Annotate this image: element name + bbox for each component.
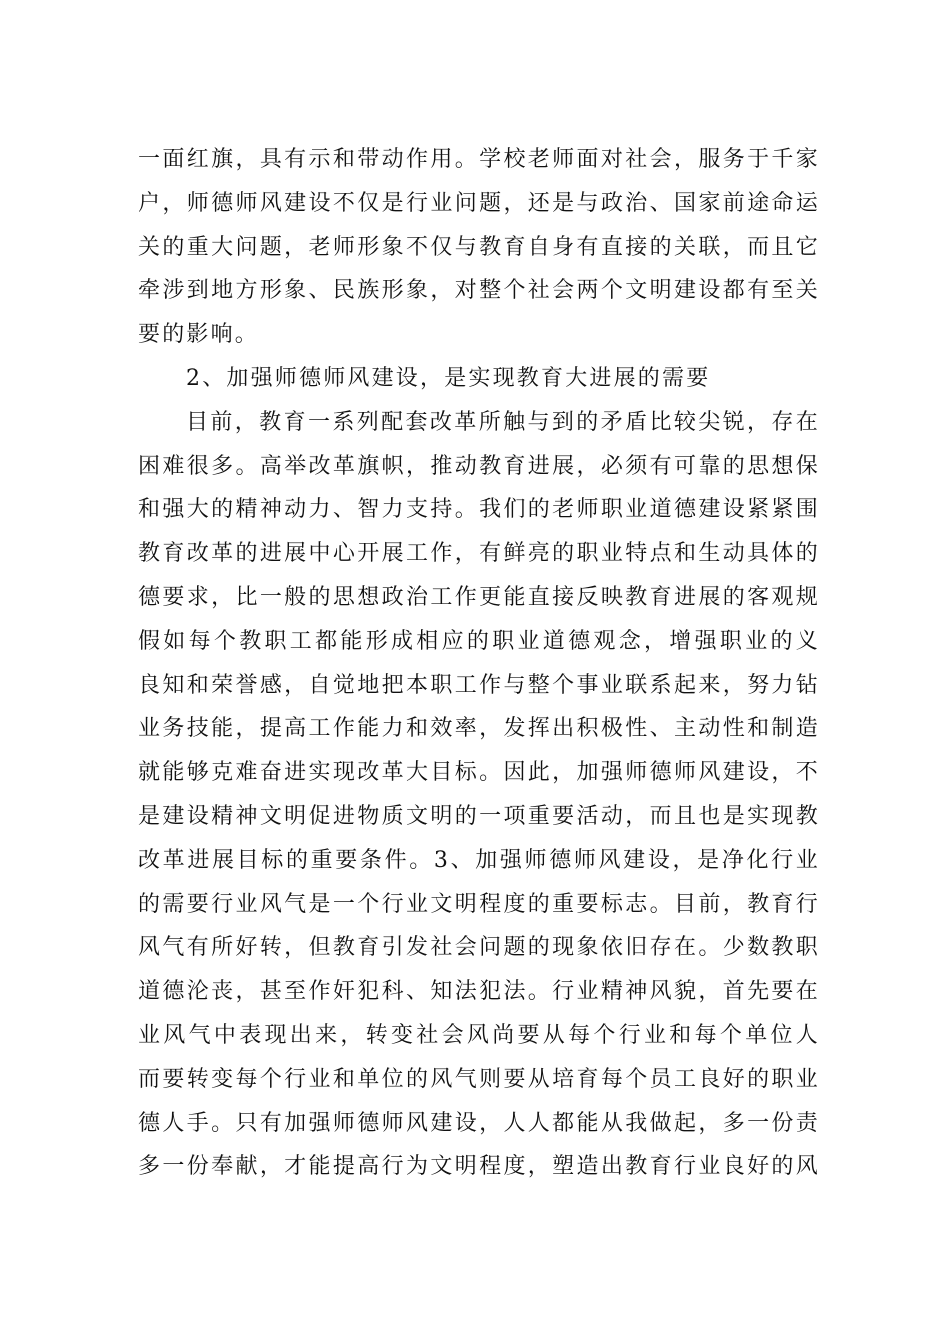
text-line: 多一份奉献，才能提高行为文明程度，塑造出教育行业良好的风 bbox=[138, 1154, 820, 1180]
text-line: 困难很多。高举改革旗帜，推动教育进展，必须有可靠的思想保 bbox=[138, 453, 820, 479]
text-line: 良知和荣誉感，自觉地把本职工作与整个事业联系起来，努力钻 bbox=[138, 672, 820, 698]
text-line: 目前，教育一系列配套改革所触与到的矛盾比较尖锐，存在 bbox=[186, 409, 820, 435]
text-line: 关的重大问题，老师形象不仅与教育自身有直接的关联，而且它 bbox=[138, 234, 820, 260]
text-line: 改革进展目标的重要条件。3、加强师德师风建设，是净化行业 bbox=[138, 847, 820, 873]
section-heading: 2、加强师德师风建设，是实现教育大进展的需要 bbox=[186, 365, 711, 391]
text-line: 是建设精神文明促进物质文明的一项重要活动，而且也是实现教 bbox=[138, 803, 820, 829]
text-line: 德要求，比一般的思想政治工作更能直接反映教育进展的客观规 bbox=[138, 584, 820, 610]
text-line: 道德沦丧，甚至作奸犯科、知法犯法。行业精神风貌，首先要在 bbox=[138, 979, 820, 1005]
text-line: 而要转变每个行业和单位的风气则要从培育每个员工良好的职业 bbox=[138, 1066, 820, 1092]
text-line: 和强大的精神动力、智力支持。我们的老师职业道德建设紧紧围 bbox=[138, 497, 820, 523]
text-line: 德人手。只有加强师德师风建设，人人都能从我做起，多一份责 bbox=[138, 1110, 820, 1136]
text-line: 业风气中表现出来，转变社会风尚要从每个行业和每个单位人 bbox=[138, 1022, 820, 1048]
document-page bbox=[138, 138, 820, 1189]
text-line: 就能够克难奋进实现改革大目标。因此，加强师德师风建设，不 bbox=[138, 760, 820, 786]
text-line: 要的影响。 bbox=[138, 322, 260, 348]
text-line: 业务技能，提高工作能力和效率，发挥出积极性、主动性和制造 bbox=[138, 716, 820, 742]
text-line: 风气有所好转，但教育引发社会问题的现象依旧存在。少数教职 bbox=[138, 935, 820, 961]
text-line: 户，师德师风建设不仅是行业问题，还是与政治、国家前途命运 bbox=[138, 190, 820, 216]
text-line: 的需要行业风气是一个行业文明程度的重要标志。目前，教育行 bbox=[138, 891, 820, 917]
text-line: 教育改革的进展中心开展工作，有鲜亮的职业特点和生动具体的 bbox=[138, 541, 820, 567]
text-line: 一面红旗，具有示和带动作用。学校老师面对社会，服务于千家 bbox=[138, 147, 820, 172]
text-line: 牵涉到地方形象、民族形象，对整个社会两个文明建设都有至关 bbox=[138, 278, 820, 304]
text-line: 假如每个教职工都能形成相应的职业道德观念，增强职业的义 bbox=[138, 628, 820, 654]
